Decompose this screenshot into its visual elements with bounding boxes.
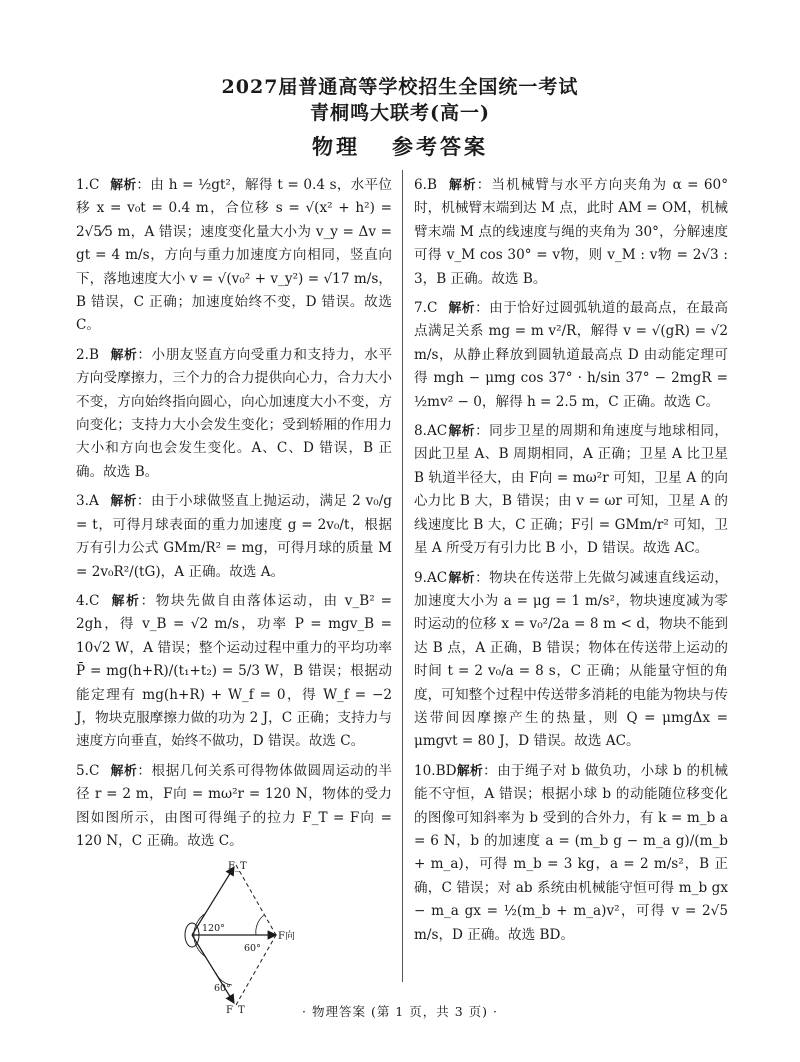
dashed-line-upper (236, 865, 276, 935)
analysis-tag: 解析 (448, 301, 476, 317)
exam-title: 2027届普通高等学校招生全国统一考试 (221, 76, 579, 98)
answer-item-7 (414, 297, 728, 414)
analysis-tag: 解析 (110, 763, 138, 779)
subject-label: 物理 (312, 134, 360, 159)
label-fxiang: F向 (278, 931, 295, 943)
answer-number: 7.C (414, 300, 438, 317)
answer-number: 3.A (76, 493, 99, 510)
analysis-tag: 解析 (110, 593, 141, 609)
label-angle-60-bottom: 60° (214, 983, 231, 995)
answer-number: 8.AC (414, 423, 448, 440)
answer-number: 2.B (76, 346, 99, 363)
answer-item-8 (414, 420, 728, 560)
right-column (414, 174, 728, 953)
answer-text: ：小朋友竖直方向受重力和支持力，水平方向受摩擦力，三个力的合力提供向心力，合力大小不变，方向始终指向圆心，向心加速度大小不变，方向变化；支持力大小会发生变化；受到轿厢的作用力大小和方向也会发生变化。A、C、D 错误，B 正确。故选 B。 (76, 346, 393, 480)
answer-item-4 (76, 590, 392, 754)
doc-type-label: 参考答案 (392, 134, 488, 159)
analysis-tag: 解析 (110, 494, 137, 510)
answer-text: ：物块在传送带上先做匀减速直线运动，加速度大小为 a = μg = 1 m/s²，物块速度减为零时运动的位移 x = v₀²/2a = 8 m < d，物块不能到达 B 点，A 正确，B 错误；物体在传送带上运动的时间 t = 2 v₀/a = 8 s，C 正确；从能量守恒的角度，可知整个过程中传送带多消耗的电能为物块与传送带间因摩擦产生的热量，则 Q = μmgΔx = μmgvt = 80 J，D 错误。故选 AC。 (414, 569, 729, 750)
analysis-tag: 解析 (110, 347, 138, 363)
analysis-tag: 解析 (448, 178, 477, 193)
left-column (76, 174, 392, 1019)
answer-number: 4.C (76, 592, 100, 609)
analysis-tag: 解析 (110, 178, 137, 193)
label-ft-bottom: F_T (226, 1005, 245, 1016)
answer-item-1 (76, 174, 392, 338)
answer-text: ：物块先做自由落体运动，由 v_B² = 2gh，得 v_B = √2 m/s，功率 P = mgv_B = 10√2 W，A 错误；整个运动过程中重力的平均功率 P̄ = mg(h+R)/(t₁+t₂) = 5/3 W，B 错误；根据动能定理有 mg(h+R) + W_f = 0，得 W_f = −2 J，物块克服摩擦力做的功为 2 J，C 正确；支持力与速度方向垂直，始终不做功，D 错误。故选 C。 (76, 592, 393, 750)
column-divider (402, 170, 403, 982)
page-footer: · 物理答案 (第 1 页，共 3 页) · (302, 1004, 498, 1019)
analysis-tag: 解析 (448, 424, 476, 440)
answer-number: 9.AC (414, 569, 448, 586)
angle-arc-right (256, 915, 264, 935)
answer-text: ：由于绳子对 b 做负功，小球 b 的机械能不守恒，A 错误；根据小球 b 的动能随位移变化的图像可知斜率为 b 受到的合外力，有 k = m_b a = 6 N，b 的加速度 a = (m_b g − m_a g)/(m_b + m_a)，可得 m_b = 3 kg，a = 2 m/s²，B 正确，C 错误；对 ab 系统由机械能守恒可得 m_b gx − m_a gx = ½(m_b + m_a)v²，可得 v = 2√5 m/s，D 正确。故选 BD。 (414, 762, 729, 943)
answer-text: ：根据几何关系可得物体做圆周运动的半径 r = 2 m，F向 = mω²r = 120 N，物体的受力图如图所示，由图可得绳子的拉力 F_T = F向 = 120 N，C 正确。故选 C。 (76, 762, 393, 849)
section-title (0, 131, 800, 161)
answer-item-9 (414, 567, 728, 754)
answer-item-6 (414, 174, 728, 291)
answer-item-5 (76, 760, 392, 854)
answer-text: ：当机械臂与水平方向夹角为 α = 60° 时，机械臂末端到达 M 点，此时 AM = OM，机械臂末端 M 点的线速度与绳的夹角为 30°，分解速度可得 v_M cos 30° = v物，则 v_M : v物 = 2√3 : 3，B 正确。故选 B。 (414, 177, 728, 287)
force-diagram (76, 859, 392, 1019)
label-angle-60-right: 60° (244, 943, 261, 955)
force-diagram-svg (180, 859, 300, 1015)
answer-text: ：由 h = ½gt²，解得 t = 0.4 s，水平位移 x = v₀t = 0.4 m，合位移 s = √(x² + h²) = 2√5⁄5 m，A 错误；速度变化量大小为 v_y = Δv = gt = 4 m/s，方向与重力加速度方向相同，竖直向下，落地速度大小 v = √(v₀² + v_y²) = √17 m/s，B 错误，C 正确；加速度始终不变，D 错误。故选 C。 (76, 177, 393, 334)
answer-item-3 (76, 490, 392, 584)
answer-item-2 (76, 344, 392, 484)
answer-text: ：由于小球做竖直上抛运动，满足 2 v₀/g = t，可得月球表面的重力加速度 g = 2v₀/t，根据万有引力公式 GMm/R² = mg，可得月球的质量 M = 2v₀R²/(tG)，A 正确。故选 A。 (76, 493, 393, 580)
label-ft-top: F_T (228, 861, 247, 873)
answer-item-10 (414, 760, 728, 947)
exam-subtitle: 青桐鸣大联考(高一) (310, 102, 490, 124)
analysis-tag: 解析 (448, 570, 476, 586)
label-angle-120: 120° (202, 923, 225, 935)
answer-text: ：由于恰好过圆弧轨道的最高点，在最高点满足关系 mg = m v²/R，解得 v = √(gR) = √2 m/s，从静止释放到圆轨道最高点 D 由动能定理可得 mgh − μmg cos 37° · h/sin 37° − 2mgR = ½mv² − 0，解得 h = 2.5 m，C 正确。故选 C。 (414, 300, 729, 410)
answer-number: 1.C (76, 177, 100, 193)
answer-number: 5.C (76, 762, 100, 779)
answer-number: 10.BD (414, 762, 457, 779)
answer-number: 6.B (414, 177, 437, 193)
analysis-tag: 解析 (456, 763, 484, 779)
answer-text: ：同步卫星的周期和角速度与地球相同，因此卫星 A、B 周期相同，A 正确；卫星 A 比卫星 B 轨道半径大，由 F向 = mω²r 可知，卫星 A 的向心力比 B 大，B 错误；由 v = ωr 可知，卫星 A 的线速度比 B 大，C 正确；F引 = GMm/r² 可知，卫星 A 所受万有引力比 B 小，D 错误。故选 AC。 (414, 423, 729, 557)
